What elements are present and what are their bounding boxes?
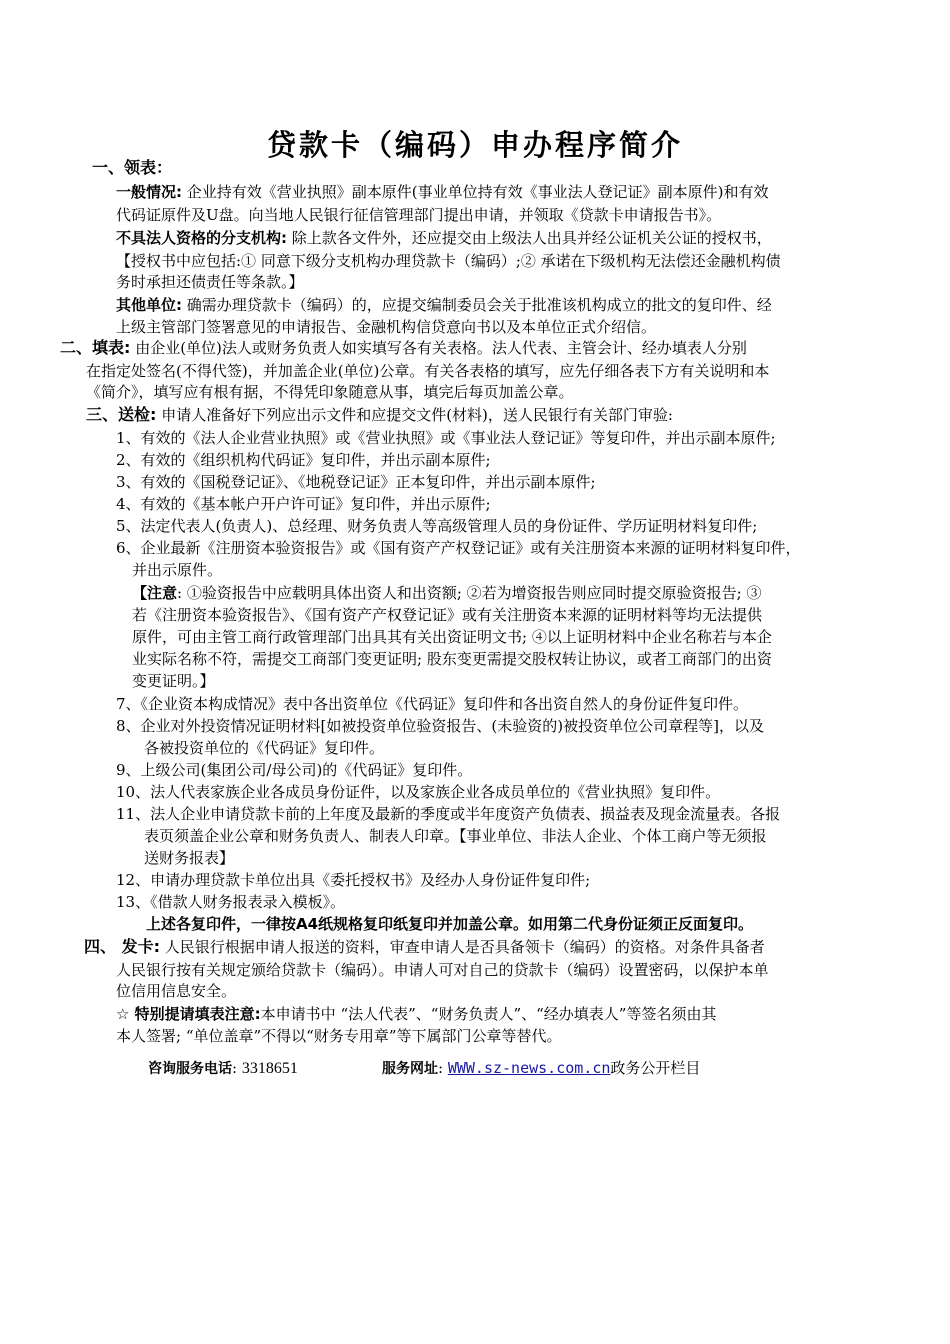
list-item-11-cont-2: 送财务报表】 bbox=[144, 849, 235, 867]
section4-line-0 bbox=[84, 937, 765, 957]
list-item-8: 8、企业对外投资情况证明材料[如被投资单位验资报告、(未验资的)被投资单位公司章程等]，以及 bbox=[116, 717, 764, 735]
section2-text-0: 由企业(单位)法人或财务负责人如实填写各有关表格。法人代表、主管会计、经办填表人分别 bbox=[135, 339, 747, 357]
branch-line-1: 【授权书中应包括:① 同意下级分支机构办理贷款卡（编码）;② 承诺在下级机构无法偿还金融机构债 bbox=[116, 252, 781, 270]
list-item-11: 11、法人企业申请贷款卡前的上年度及最新的季度或半年度资产负债表、损益表及现金流量表。各报 bbox=[116, 805, 781, 823]
note-line-2: 原件，可由主管工商行政管理部门出具其有关出资证明文书; ④以上证明材料中企业名称若与本企 bbox=[132, 628, 772, 646]
branch-line-2: 务时承担还债责任等条款。】 bbox=[116, 273, 304, 291]
other-line-1: 上级主管部门签署意见的申请报告、金融机构信贷意向书以及本单位正式介绍信。 bbox=[116, 318, 657, 336]
special-line-1: 本人签署; “单位盖章”不得以“财务专用章”等下属部门公章等替代。 bbox=[116, 1027, 562, 1045]
website-link[interactable]: WWW.sz-news.com.cn bbox=[447, 1059, 611, 1077]
site-sep: : bbox=[438, 1059, 444, 1077]
emphasis-note: 上述各复印件，一律按A4纸规格复印纸复印并加盖公章。如用第二代身份证须正反面复印。 bbox=[146, 915, 754, 933]
section2-line-2: 《简介》，填写应有根有据，不得凭印象随意从事，填完后每页加盖公章。 bbox=[86, 383, 574, 401]
general-line-0 bbox=[116, 182, 769, 202]
site-suffix: 政务公开栏目 bbox=[610, 1059, 701, 1077]
note-line-4: 变更证明。】 bbox=[132, 672, 215, 690]
note-label: 【注意 bbox=[132, 584, 178, 602]
general-label: 一般情况: bbox=[116, 183, 182, 201]
list-item-6-cont: 并出示原件。 bbox=[132, 561, 223, 579]
list-item-6: 6、企业最新《注册资本验资报告》或《国有资产产权登记证》或有关注册资本来源的证明材料复印件， bbox=[116, 539, 801, 557]
note-line-0 bbox=[132, 583, 762, 603]
list-item-12: 12、申请办理贷款卡单位出具《委托授权书》及经办人身份证件复印件; bbox=[116, 871, 591, 889]
phone-number: 3318651 bbox=[241, 1060, 298, 1077]
list-item-11-cont-1: 表页须盖企业公章和财务负责人、制表人印章。【事业单位、非法人企业、个体工商户等无须报 bbox=[144, 827, 767, 845]
section4-line-2: 位信用信息安全。 bbox=[116, 982, 237, 1000]
other-text-0: 确需办理贷款卡（编码）的，应提交编制委员会关于批准该机构成立的批文的复印件、经 bbox=[186, 296, 772, 314]
note-line-1: 若《注册资本验资报告》、《国有资产产权登记证》或有关注册资本来源的证明材料等均无法提供 bbox=[132, 606, 763, 624]
other-label: 其他单位: bbox=[116, 296, 182, 314]
list-item-7: 7、《企业资本构成情况》表中各出资单位《代码证》复印件和各出资自然人的身份证件复印件。 bbox=[116, 695, 749, 713]
section2-heading: 二、填表: bbox=[60, 338, 131, 357]
special-text-0: 本申请书中 “法人代表”、“财务负责人”、“经办填表人”等签名须由其 bbox=[260, 1005, 717, 1023]
section4-line-1: 人民银行按有关规定颁给贷款卡（编码）。申请人可对自己的贷款卡（编码）设置密码，以保护本单 bbox=[116, 961, 769, 979]
section2-line-1: 在指定处签名(不得代签)，并加盖企业(单位)公章。有关各表格的填写，应先仔细各表下方有关说明和本 bbox=[86, 362, 770, 380]
list-item-2: 2、有效的《组织机构代码证》复印件，并出示副本原件; bbox=[116, 451, 491, 469]
list-item-5: 5、法定代表人(负责人)、总经理、财务负责人等高级管理人员的身份证件、学历证明材料复印件; bbox=[116, 517, 758, 535]
general-text-0: 企业持有效《营业执照》副本原件(事业单位持有效《事业法人登记证》副本原件)和有效 bbox=[186, 183, 769, 201]
other-line-0 bbox=[116, 295, 772, 315]
phone-label: 咨询服务电话 bbox=[148, 1061, 232, 1077]
note-line-3: 业实际名称不符，需提交工商部门变更证明; 股东变更需提交股权转让协议，或者工商部门的出资 bbox=[132, 650, 772, 668]
section3-intro-line bbox=[86, 405, 673, 425]
section4-text-0: 人民银行根据申请人报送的资料，审查申请人是否具备领卡（编码）的资格。对条件具备者 bbox=[164, 938, 765, 956]
list-item-10: 10、法人代表家族企业各成员身份证件，以及家族企业各成员单位的《营业执照》复印件。 bbox=[116, 783, 721, 801]
special-label: ☆ 特别提请填表注意: bbox=[116, 1005, 261, 1023]
branch-text-0: 除上款各文件外，还应提交由上级法人出具并经公证机关公证的授权书， bbox=[291, 229, 772, 247]
list-item-1: 1、有效的《法人企业营业执照》或《营业执照》或《事业法人登记证》等复印件，并出示副本原件; bbox=[116, 429, 776, 447]
list-item-3: 3、有效的《国税登记证》、《地税登记证》正本复印件，并出示副本原件; bbox=[116, 473, 596, 491]
note-text-0: : ①验资报告中应载明具体出资人和出资额; ②若为增资报告则应同时提交原验资报告; ③ bbox=[177, 584, 762, 602]
section1-heading: 一、领表： bbox=[92, 158, 173, 177]
footer-phone bbox=[148, 1058, 298, 1079]
general-line-1: 代码证原件及U盘。向当地人民银行征信管理部门提出申请，并领取《贷款卡申请报告书》。 bbox=[116, 206, 722, 224]
section3-intro: 申请人准备好下列应出示文件和应提交文件(材料)，送人民银行有关部门审验: bbox=[161, 406, 673, 424]
branch-line-0 bbox=[116, 228, 772, 248]
list-item-4: 4、有效的《基本帐户开户许可证》复印件，并出示原件; bbox=[116, 495, 491, 513]
footer-site bbox=[382, 1058, 700, 1079]
page-title: 贷款卡（编码）申办程序简介 bbox=[266, 128, 683, 162]
site-label: 服务网址 bbox=[382, 1061, 438, 1077]
special-line-0 bbox=[116, 1004, 716, 1024]
section2-line-0 bbox=[60, 338, 747, 358]
branch-label: 不具法人资格的分支机构: bbox=[116, 229, 287, 247]
list-item-13: 13、《借款人财务报表录入模板》。 bbox=[116, 893, 346, 911]
section3-heading: 三、送检: bbox=[86, 405, 157, 424]
section4-heading: 四、 发卡: bbox=[84, 937, 160, 956]
phone-sep: : bbox=[232, 1059, 238, 1077]
list-item-9: 9、上级公司(集团公司/母公司)的《代码证》复印件。 bbox=[116, 761, 473, 779]
list-item-8-cont: 各被投资单位的《代码证》复印件。 bbox=[144, 739, 385, 757]
